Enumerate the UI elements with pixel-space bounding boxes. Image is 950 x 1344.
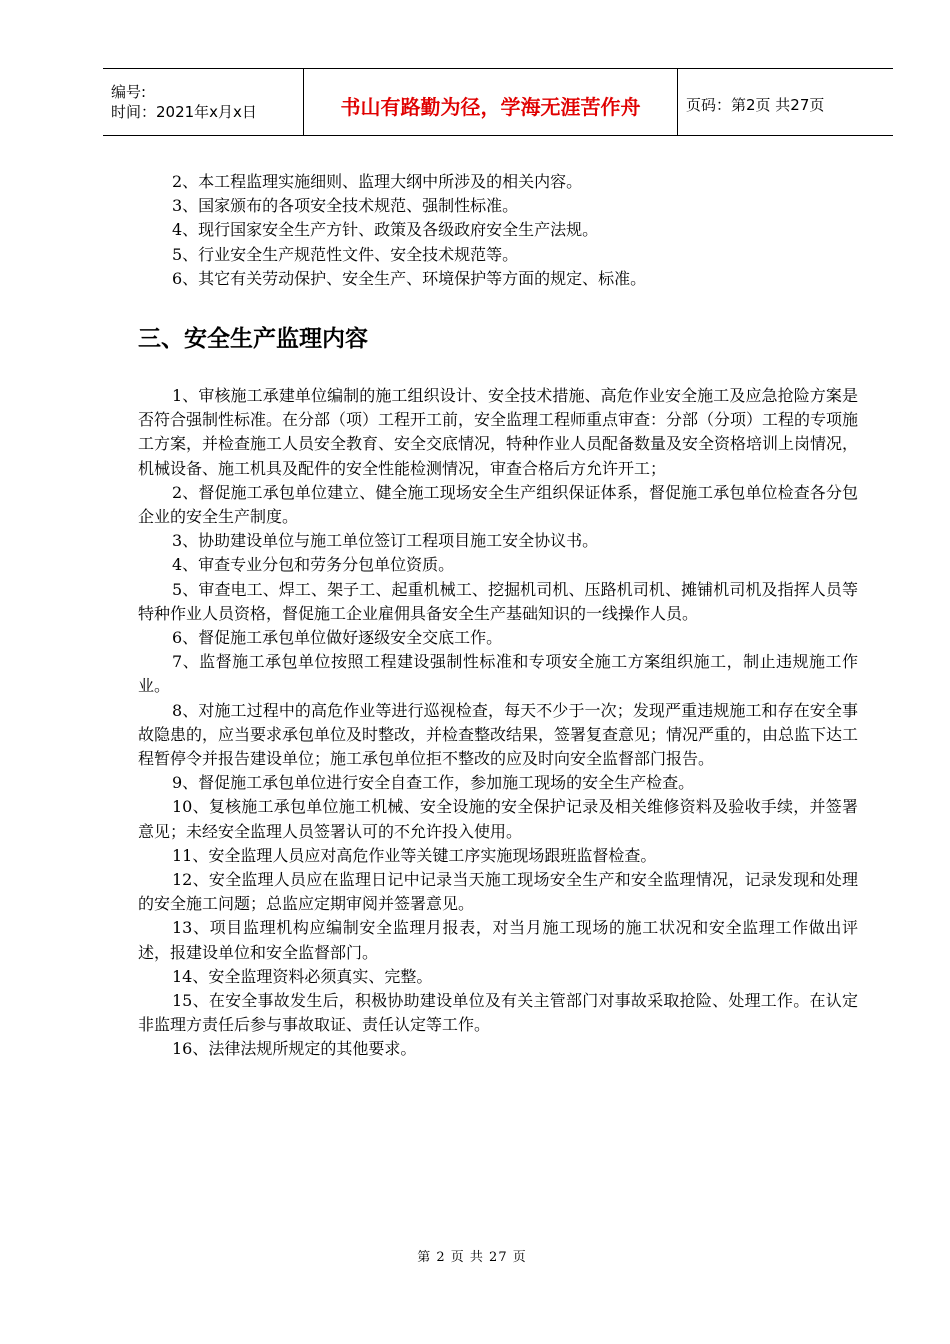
intro-item: 4、现行国家安全生产方针、政策及各级政府安全生产法规。: [172, 220, 599, 239]
intro-item: 2、本工程监理实施细则、监理大纲中所涉及的相关内容。: [172, 172, 583, 191]
header-page-info: [678, 69, 893, 135]
paragraph: 1、审核施工承建单位编制的施工组织设计、安全技术措施、高危作业安全施工及应急抢险方案是否符合强制性标准。在分部（项）工程开工前，安全监理工程师重点审查：分部（分项）工程的专项施工方案，并检查施工人员安全教育、安全交底情况，特种作业人员配备数量及安全资格培训上岗情况，机械设备、施工机具及配件的安全性能检测情况，审查合格后方允许开工；: [138, 386, 859, 478]
page-number-label: 页码：第2页 共27页: [686, 95, 825, 114]
paragraph: 13、项目监理机构应编制安全监理月报表，对当月施工现场的施工状况和安全监理工作做出评述，报建设单位和安全监督部门。: [138, 918, 858, 962]
paragraph: 10、复核施工承包单位施工机械、安全设施的安全保护记录及相关维修资料及验收手续，并签署意见；未经安全监理人员签署认可的不允许投入使用。: [138, 797, 858, 841]
paragraph: 9、督促施工承包单位进行安全自查工作，参加施工现场的安全生产检查。: [172, 773, 695, 793]
paragraph: 14、安全监理资料必须真实、完整。: [172, 966, 433, 986]
footer-page-text: 第 2 页 共 27 页: [417, 1250, 527, 1265]
header-meta: [103, 69, 304, 135]
document-number-label: 编号:: [111, 83, 147, 101]
header-motto: [304, 69, 678, 135]
intro-item: 5、行业安全生产规范性文件、安全技术规范等。: [172, 245, 519, 264]
paragraph: 2、督促施工承包单位建立、健全施工现场安全生产组织保证体系，督促施工承包单位检查各分包企业的安全生产制度。: [138, 482, 858, 527]
paragraph: 15、在安全事故发生后，积极协助建设单位及有关主管部门对事故采取抢险、处理工作。在认定非监理方责任后参与事故取证、责任认定等工作。: [138, 991, 858, 1035]
paragraph: 6、督促施工承包单位做好逐级安全交底工作。: [172, 628, 503, 648]
intro-item: 6、其它有关劳动保护、安全生产、环境保护等方面的规定、标准。: [172, 269, 647, 288]
paragraph: 11、安全监理人员应对高危作业等关键工序实施现场跟班监督检查。: [172, 845, 657, 865]
paragraph: 12、安全监理人员应在监理日记中记录当天施工现场安全生产和安全监理情况，记录发现和处理的安全施工问题；总监应定期审阅并签署意见。: [138, 870, 858, 914]
intro-item: 3、国家颁布的各项安全技术规范、强制性标准。: [172, 196, 519, 215]
page-footer: [0, 1246, 950, 1265]
motto-text: 书山有路勤为径，学海无涯苦作舟: [340, 94, 641, 119]
page-header: [103, 68, 893, 136]
paragraph: 5、审查电工、焊工、架子工、起重机械工、挖掘机司机、压路机司机、摊铺机司机及指挥人员等特种作业人员资格，督促施工企业雇佣具备安全生产基础知识的一线操作人员。: [138, 579, 858, 623]
paragraph: 16、法律法规所规定的其他要求。: [172, 1039, 417, 1059]
paragraph: 3、协助建设单位与施工单位签订工程项目施工安全协议书。: [172, 531, 599, 551]
section-body: [138, 384, 858, 1062]
paragraph: 7、监督施工承包单位按照工程建设强制性标准和专项安全施工方案组织施工，制止违规施工作业。: [138, 652, 858, 696]
paragraph: 4、审查专业分包和劳务分包单位资质。: [172, 555, 455, 575]
document-date-label: 时间：2021年x月x日: [111, 103, 257, 121]
section-heading: 三、安全生产监理内容: [138, 326, 368, 352]
paragraph: 8、对施工过程中的高危作业等进行巡视检查，每天不少于一次；发现严重违规施工和存在安全事故隐患的，应当要求承包单位及时整改，并检查整改结果，签署复查意见；情况严重的，由总监下达工程暂停令并报告建设单位；施工承包单位拒不整改的应及时向安全监督部门报告。: [138, 700, 859, 769]
